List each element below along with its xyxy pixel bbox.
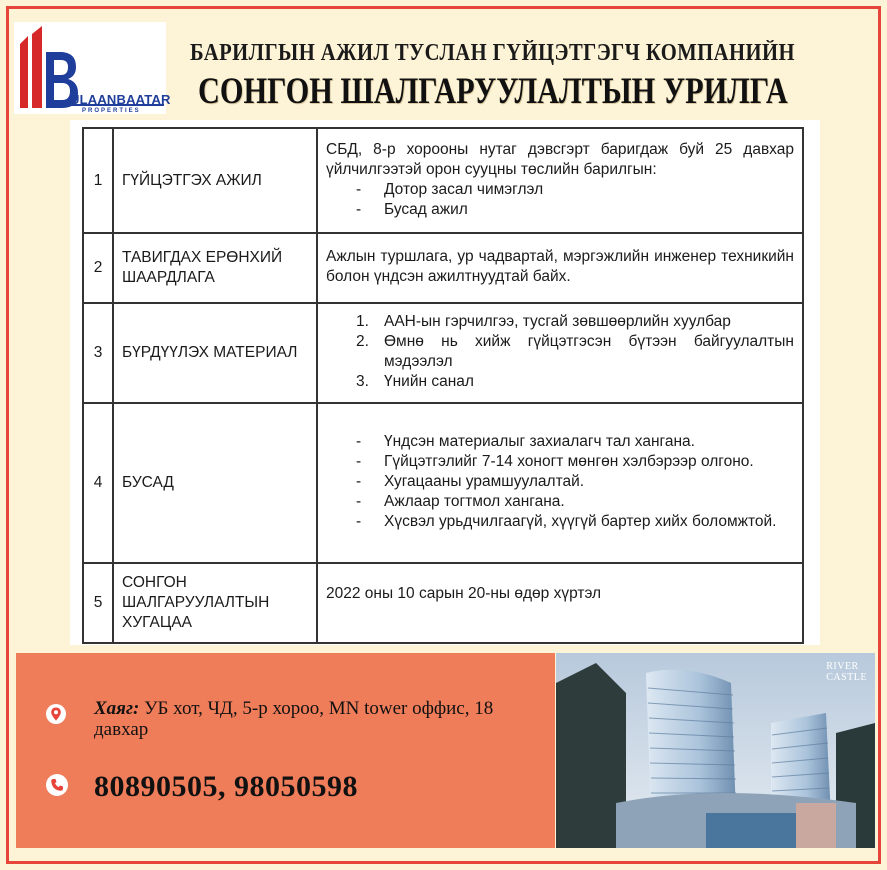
numbered-list — [326, 312, 794, 392]
row-label: БҮРДҮҮЛЭХ МАТЕРИАЛ — [113, 303, 317, 403]
row-label: БУСАД — [113, 403, 317, 563]
table-row — [83, 403, 803, 563]
row-number: 1 — [83, 128, 113, 233]
list-item: - Хугацааны урамшуулалтай. — [356, 472, 794, 492]
list-item: - Үндсэн материалыг захиалагч тал хангана. — [356, 432, 794, 452]
table-row — [83, 563, 803, 643]
page-title-line2: СОНГОН ШАЛГАРУУЛАЛТЫН УРИЛГА — [198, 71, 788, 112]
row-text: 2022 оны 10 сарын 20-ны өдөр хүртэл — [326, 585, 602, 602]
row-number: 2 — [83, 233, 113, 303]
bullet-list — [326, 180, 794, 220]
item-text: Өмнө нь хийж гүйцэтгэсэн бүтээн байгуулалтын мэдээлэл — [384, 333, 794, 370]
list-item: - Ажлаар тогтмол хангана. — [356, 492, 794, 512]
row-label: СОНГОН ШАЛГАРУУЛАЛТЫН ХУГАЦАА — [113, 563, 317, 643]
building-photo — [556, 653, 875, 848]
address-label: Хаяг: — [94, 698, 140, 719]
list-item: - Хүсвэл урьдчилгаагүй, хүүгүй бартер хийх боломжтой. — [356, 512, 794, 532]
page-title-line1: БАРИЛГЫН АЖИЛ ТУСЛАН ГҮЙЦЭТГЭГЧ КОМПАНИЙН — [190, 40, 795, 66]
row-number: 5 — [83, 563, 113, 643]
address-value: УБ хот, ЧД, 5-р хороо, MN tower оффис, 18 давхар — [94, 698, 494, 740]
row-content — [317, 128, 803, 233]
phone-numbers: 80890505, 98050598 — [94, 770, 358, 803]
table-row — [83, 233, 803, 303]
logo-name: ULAANBAATAR — [70, 92, 171, 107]
logo-subtitle: PROPERTIES — [82, 108, 141, 114]
address-text — [94, 698, 549, 740]
requirements-table-panel — [70, 120, 820, 645]
phone-icon — [46, 774, 68, 796]
row-text: Ажлын туршлага, ур чадвартай, мэргэжлийн инженер техникийн болон үндсэн ажилтнуудтай байх. — [326, 248, 794, 285]
row-content — [317, 403, 803, 563]
row-label: ТАВИГДАХ ЕРӨНХИЙ ШААРДЛАГА — [113, 233, 317, 303]
item-number: 1. — [356, 313, 369, 330]
requirements-table — [82, 127, 804, 644]
brand-line2: CASTLE — [826, 672, 867, 683]
row-number: 3 — [83, 303, 113, 403]
table-row — [83, 303, 803, 403]
row-content — [317, 563, 803, 643]
bullet-list — [326, 432, 794, 532]
item-number: 3. — [356, 373, 369, 390]
brand-mark — [826, 661, 867, 683]
list-item — [356, 332, 794, 372]
list-item: - Бусад ажил — [356, 200, 794, 220]
list-item: - Дотор засал чимэглэл — [356, 180, 794, 200]
contact-panel — [16, 653, 555, 848]
row-number: 4 — [83, 403, 113, 563]
company-logo — [14, 22, 171, 114]
row-text: СБД, 8-р хорооны нутаг дэвсгэрт баригдаж буй 25 давхар үйлчилгээтэй орон сууцны төслийн барилгын: — [326, 140, 794, 178]
row-content — [317, 303, 803, 403]
table-row — [83, 128, 803, 233]
list-item: - Гүйцэтгэлийг 7-14 хоногт мөнгөн хэлбэрээр олгоно. — [356, 452, 794, 472]
list-item — [356, 312, 794, 332]
item-number: 2. — [356, 333, 369, 350]
row-label: ГҮЙЦЭТГЭХ АЖИЛ — [113, 128, 317, 233]
item-text: ААН-ын гэрчилгээ, тусгай зөвшөөрлийн хуулбар — [384, 313, 731, 330]
item-text: Үнийн санал — [384, 373, 474, 390]
brand-line1: RIVER — [826, 661, 859, 672]
row-content — [317, 233, 803, 303]
location-pin-icon — [46, 704, 66, 724]
list-item — [356, 372, 794, 392]
